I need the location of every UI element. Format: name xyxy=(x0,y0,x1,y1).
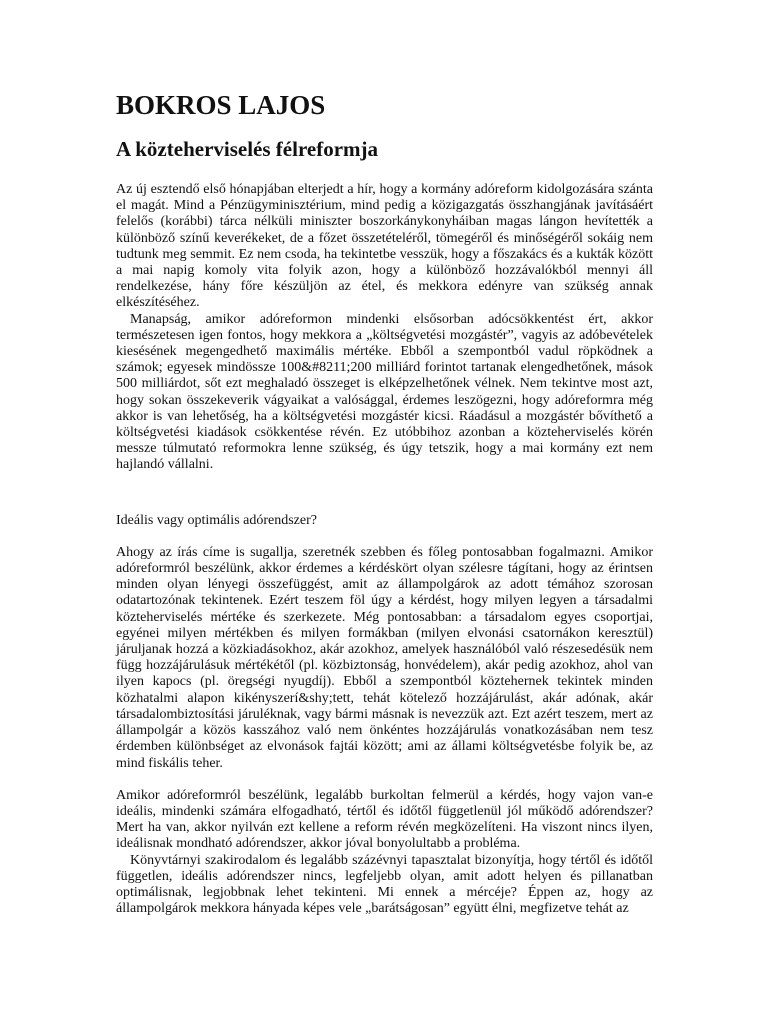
paragraph-optimal-system: Könyvtárnyi szakirodalom és legalább százévnyi tapasztalat bizonyítja, hogy tértől és időtől független, ideális adórendszer nincs, legfeljebb olyan, amit adott helyen és pillanatban optimálisnak, legjobbnak lehet tekinteni. Mi ennek a mércéje? Éppen az, hogy az állampolgárok mekkora hányada képes vele „barátságosan” együtt élni, megfizetve tehát az xyxy=(116,852,653,917)
section-heading: Ideális vagy optimális adórendszer? xyxy=(116,512,317,528)
paragraph-ideal-system: Amikor adóreformról beszélünk, legalább burkoltan felmerül a kérdés, hogy vajon van-e ideális, mindenki számára elfogadható, tértől és időtől függetlenül jól működő adórendszer? Mert ha van, akkor nyilván ezt kellene a reform révén megközelíteni. Ha viszont nincs ilyen, ideálisnak mondható adórendszer, akkor jóval bonyolultabb a probléma. xyxy=(116,787,653,852)
paragraph-definition: Ahogy az írás címe is sugallja, szeretnék szebben és főleg pontosabban fogalmazni. Amikor adóreformról beszélünk, akkor érdemes a kérdéskört olyan szélesre tágítani, hogy az érintsen minden olyan lényegi összefüggést, amit az állampolgárok az adott témához szorosan odatartozónak tekintenek. Ezért teszem föl úgy a kérdést, hogy milyen legyen a társadalmi közteherviselés mértéke és szerkezete. Még pontosabban: a társadalom egyes csoportjai, egyénei milyen mértékben és milyen formákban (milyen elvonási csatornákon keresztül) járuljanak hozzá a közkiadásokhoz, akár azokhoz, amelyek használóból való részesedésük nem függ hozzájárulásuk mértékétől (pl. közbiztonság, honvédelem), akár pedig azokhoz, ahol van ilyen kapocs (pl. öregségi nyugdíj). Ebből a szempontból köztehernek tekintek minden közhatalmi alapon kikényszerí&shy;tett, tehát kötelező hozzájárulást, akár adónak, akár társadalombiztosítási járuléknak, vagy bármi másnak is nevezzük azt. Ezt azért teszem, mert az állampolgár a közös kasszához való nem önkéntes hozzájárulás vonatkozásában nem tesz érdemben különbséget az elvonások fajtái között; ami az állami költségvetésbe folyik be, az mind fiskális teher. xyxy=(116,544,653,771)
author-name: BOKROS LAJOS xyxy=(116,90,326,120)
article-body xyxy=(116,182,653,917)
article-title: A közteherviselés félreformja xyxy=(116,137,379,161)
document-page xyxy=(116,88,653,917)
paragraph-fiscal-space: Manapság, amikor adóreformon mindenki elsősorban adócsökkentést ért, akkor természetesen igen fontos, hogy mekkora a „költségvetési mozgástér”, vagyis az adóbevételek kiesésének megengedhető maximális mértéke. Ebből a szempontból vadul röpködnek a számok; egyesek mindössze 100&#8211;200 milliárd forintot tartanak elengedhetőnek, mások 500 milliárdot, sőt ezt meghaladó összeget is elképzelhetőnek vélnek. Nem tekintve most azt, hogy sokan összekeverik vágyaikat a valósággal, érdemes leszögezni, hogy adóreformra még akkor is van lehetőség, ha a költségvetési mozgástér kicsi. Ráadásul a mozgástér bővíthető a költségvetési kiadások csökkentése révén. Ez utóbbihoz azonban a közteherviselés körén messze túlmutató reformokra lenne szükség, és úgy tetszik, hogy a mai kormány ezt nem hajlandó vállalni. xyxy=(116,311,653,473)
paragraph-intro: Az új esztendő első hónapjában elterjedt a hír, hogy a kormány adóreform kidolgozására szánta el magát. Mind a Pénzügyminisztérium, mind pedig a közigazgatás összhangjának javításáért felelős (korábbi) tárca nélküli miniszter boszorkánykonyháiban magas lángon hevítették a különböző színű keverékeket, de a főzet összetételéről, tömegéről és minőségéről sokáig nem tudtunk meg semmit. Ez nem csoda, ha tekintetbe vesszük, hogy a főszakács és a kukták között a mai napig komoly vita folyik azon, hogy a különböző hozzávalókból mennyi áll rendelkezése, hány főre készüljön az étel, és mekkora edényre van szükség annak elkészítéséhez. xyxy=(116,182,653,311)
